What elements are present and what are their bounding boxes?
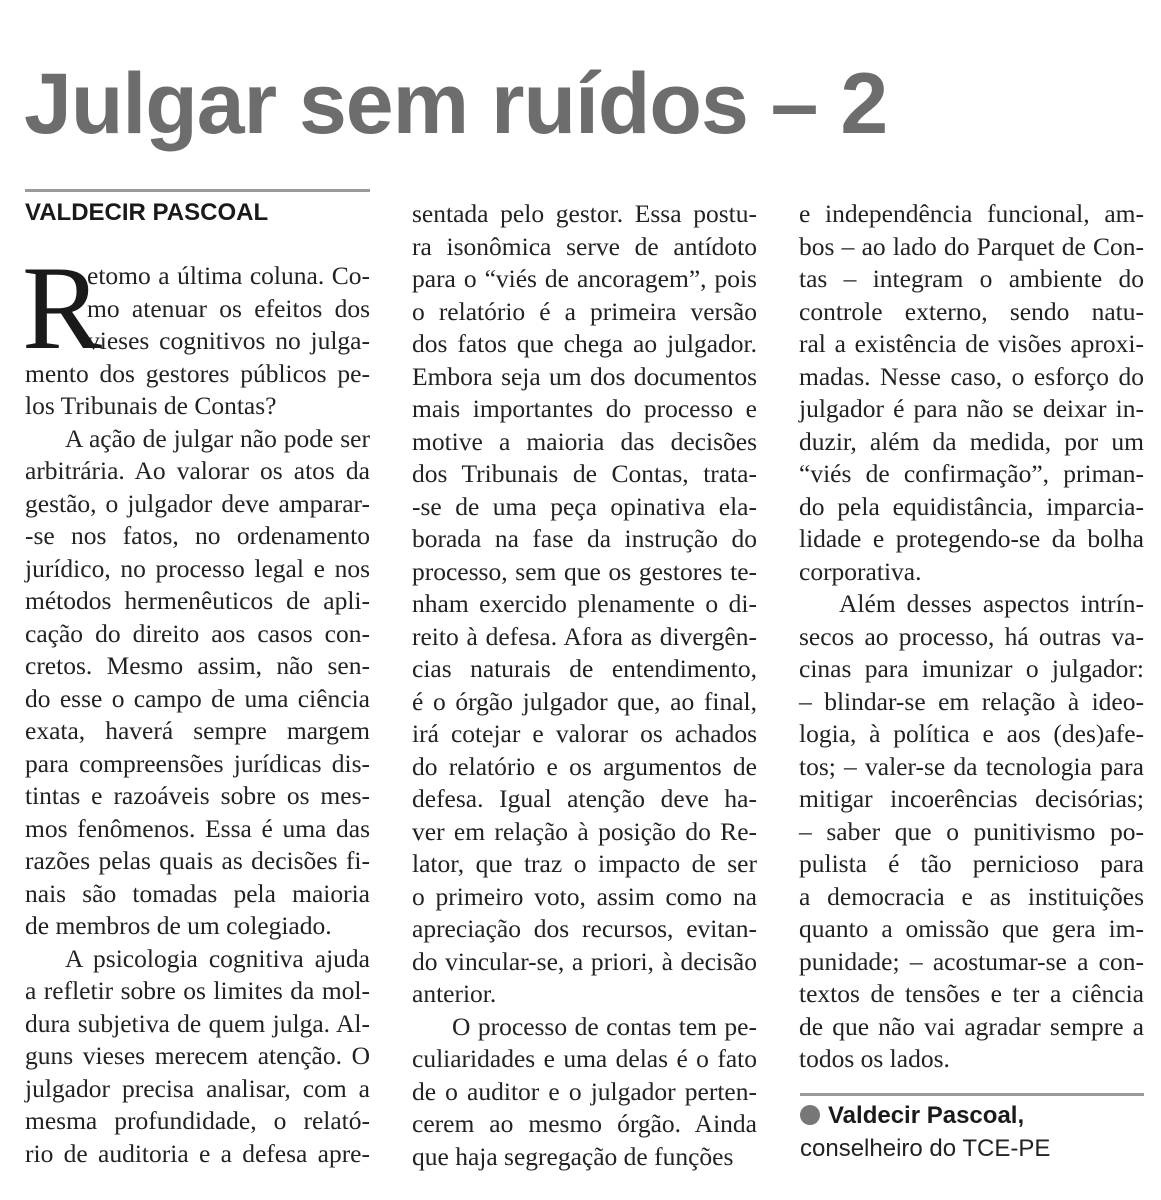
- text-line: mitigar incoerências decisórias;: [799, 784, 1144, 813]
- bullet-dot-icon: [800, 1105, 820, 1125]
- text-line: razões pelas quais as decisões fi-: [25, 846, 370, 875]
- text-line: Além desses aspectos intrín-: [839, 589, 1144, 618]
- text-line: do esse o campo de uma ciência: [25, 683, 370, 713]
- text-line: A psicologia cognitiva ajuda: [65, 943, 370, 973]
- text-line: processo, sem que os gestores te-: [412, 556, 757, 586]
- text-line: vieses cognitivos no julga-: [87, 326, 370, 355]
- text-line: tos; – valer-se da tecnologia para: [799, 751, 1144, 781]
- text-line: etomo a última coluna. Co-: [87, 261, 370, 290]
- text-line: los Tribunais de Contas?: [25, 391, 277, 420]
- text-line: irá cotejar e valorar os achados: [412, 719, 757, 748]
- text-line: mos fenômenos. Essa é uma das: [25, 813, 370, 843]
- text-line: exata, haverá sempre margem: [25, 716, 370, 745]
- text-line: métodos hermenêuticos de apli-: [25, 586, 370, 615]
- text-line: para o “viés de ancoragem”, pois: [412, 264, 757, 293]
- byline: VALDECIR PASCOAL: [25, 199, 269, 226]
- text-line: Embora seja um dos documentos: [412, 361, 757, 391]
- text-line: punidade; – acostumar-se a con-: [799, 946, 1144, 976]
- text-line: mo atenuar os efeitos dos: [87, 293, 370, 323]
- text-line: do pela equidistância, imparcia-: [799, 491, 1144, 521]
- text-line: dura subjetiva de quem julga. Al-: [25, 1008, 370, 1038]
- text-line: – blindar-se em relação à ideo-: [799, 686, 1144, 716]
- text-line: cerem ao mesmo órgão. Ainda: [412, 1109, 757, 1138]
- text-line: “viés de confirmação”, priman-: [799, 459, 1144, 488]
- text-line: lidade e protegendo-se da bolha: [799, 524, 1144, 553]
- article-column-2: [412, 198, 757, 1173]
- text-line: duzir, além da medida, por um: [799, 426, 1144, 456]
- signature-name: [800, 1100, 1024, 1132]
- text-line: sentada pelo gestor. Essa postu-: [412, 199, 757, 228]
- text-line: de membros de um colegiado.: [25, 911, 332, 940]
- text-line: julgador é para não se deixar in-: [799, 394, 1144, 423]
- text-line: cinas para imunizar o julgador:: [799, 654, 1144, 683]
- text-line: cias naturais de entendimento,: [412, 654, 757, 683]
- text-line: logia, à política e aos (des)afe-: [799, 719, 1144, 748]
- text-line: madas. Nesse caso, o esforço do: [799, 361, 1144, 391]
- text-line: motive a maioria das decisões: [412, 426, 757, 456]
- text-line: A ação de julgar não pode ser: [65, 423, 370, 453]
- text-line: mais importantes do processo e: [412, 394, 757, 423]
- text-line: mento dos gestores públicos pe-: [25, 358, 370, 388]
- text-line: pulista é tão pernicioso para: [799, 849, 1144, 878]
- text-line: mesma profundidade, o relató-: [25, 1106, 370, 1135]
- text-line: textos de tensões e ter a ciência: [799, 979, 1144, 1008]
- text-line: todos os lados.: [799, 1044, 950, 1073]
- author-role: conselheiro do TCE-PE: [800, 1135, 1051, 1162]
- text-line: cação do direito aos casos con-: [25, 618, 370, 648]
- text-line: corporativa.: [799, 556, 922, 586]
- text-line: defesa. Igual atenção deve ha-: [412, 784, 757, 813]
- text-line: é o órgão julgador que, ao final,: [412, 686, 757, 716]
- text-line: tintas e razoáveis sobre os mes-: [25, 781, 370, 810]
- signature-rule: [800, 1093, 1144, 1096]
- article-column-1: [22, 241, 370, 1170]
- text-line: -se nos fatos, no ordenamento: [25, 521, 370, 550]
- text-line: ral a existência de visões aproxi-: [799, 329, 1144, 358]
- text-line: gestão, o julgador deve amparar-: [25, 488, 370, 518]
- article-column-3: [799, 198, 1144, 1076]
- headline: Julgar sem ruídos – 2: [24, 56, 888, 152]
- text-line: guns vieses merecem atenção. O: [25, 1041, 370, 1070]
- text-line: – saber que o punitivismo po-: [799, 816, 1144, 846]
- drop-cap: R: [22, 241, 103, 374]
- text-line: arbitrária. Ao valorar os atos da: [25, 456, 370, 485]
- text-line: bos – ao lado do Parquet de Con-: [799, 231, 1144, 261]
- text-line: tas – integram o ambiente do: [799, 264, 1144, 293]
- author-name: Valdecir Pascoal,: [828, 1102, 1025, 1129]
- text-line: a democracia e as instituições: [799, 881, 1144, 911]
- text-line: para compreensões jurídicas dis-: [25, 748, 370, 778]
- text-line: lator, que traz o impacto de ser: [412, 849, 757, 878]
- text-line: a refletir sobre os limites da mol-: [25, 976, 370, 1005]
- text-line: anterior.: [412, 979, 497, 1008]
- text-line: de que não vai agradar sempre a: [799, 1011, 1144, 1041]
- text-line: O processo de contas tem pe-: [452, 1011, 757, 1041]
- text-line: -se de uma peça opinativa ela-: [412, 491, 757, 521]
- text-line: reito à defesa. Afora as divergên-: [412, 621, 757, 651]
- text-line: que haja segregação de funções: [412, 1141, 734, 1171]
- text-line: e independência funcional, am-: [799, 199, 1144, 228]
- text-line: o relatório é a primeira versão: [412, 296, 757, 326]
- text-line: jurídico, no processo legal e nos: [25, 553, 370, 583]
- byline-rule: [25, 189, 370, 192]
- text-line: de o auditor e o julgador perten-: [412, 1076, 757, 1106]
- text-line: borada na fase da instrução do: [412, 524, 757, 553]
- text-line: do relatório e os argumentos de: [412, 751, 757, 781]
- text-line: rio de auditoria e a defesa apre-: [25, 1138, 370, 1168]
- text-line: secos ao processo, há outras va-: [799, 621, 1144, 651]
- text-line: nais são tomadas pela maioria: [25, 878, 370, 908]
- text-line: nham exercido plenamente o di-: [412, 589, 757, 618]
- text-line: culiaridades e uma delas é o fato: [412, 1044, 757, 1073]
- text-line: cretos. Mesmo assim, não sen-: [25, 651, 370, 680]
- text-line: do vincular-se, a priori, à decisão: [412, 946, 757, 976]
- text-line: controle externo, sendo natu-: [799, 296, 1144, 326]
- text-line: quanto a omissão que gera im-: [799, 914, 1144, 943]
- text-line: dos Tribunais de Contas, trata-: [412, 459, 757, 488]
- text-line: apreciação dos recursos, evitan-: [412, 914, 757, 943]
- text-line: o primeiro voto, assim como na: [412, 881, 757, 911]
- text-line: dos fatos que chega ao julgador.: [412, 329, 757, 358]
- text-line: julgador precisa analisar, com a: [25, 1073, 370, 1103]
- text-line: ra isonômica serve de antídoto: [412, 231, 757, 261]
- text-line: ver em relação à posição do Re-: [412, 816, 757, 846]
